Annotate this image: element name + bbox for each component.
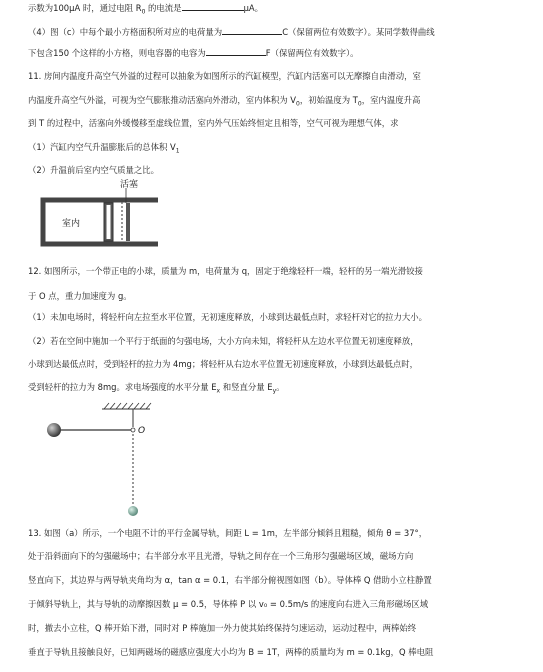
text-line-13: 小球到达最低点时，受到轻杆的拉力为 4mg；将轻杆从右边水平位置无初速度释放，小球到达最低点时， [28,359,418,369]
answer-blank [222,25,282,35]
text-line-16: 处于沿斜面向下的匀强磁场中；右半部分水平且光滑，导轨之间存在一个三角形匀强磁场区域，磁场方向 [28,551,414,561]
text-line-8: （2）升温前后室内空气质量之比。 [28,165,159,175]
ball-left [47,423,61,437]
text-line-15: 13. 如图（a）所示，一个电阻不计的平行金属导轨，间距 L = 1m，左半部分倾斜且粗糙，倾角 θ = 37°， [28,528,428,538]
answer-blank [206,46,266,56]
piston-label: 活塞 [120,180,139,190]
stopper [126,203,130,241]
text-line-17: 竖直向下，其边界与两导轨夹角均为 α，tan α = 0.1，右半部分俯视图如图（b）。导体棒 Q 借助小立柱静置 [28,575,432,585]
text-line-5: 内温度升高空气外溢，可视为空气膨胀推动活塞向外滑动，室内体积为 $V_0$，初始温度为 $T_0$，室内温度升高 [28,95,421,108]
text-line-11: （1）未加电场时，将轻杆向左拉至水平位置，无初速度释放，小球到达最低点时，求轻杆对它的拉力大小。 [28,312,427,322]
text-line-6: 到 T 的过程中，活塞向外缓慢移至虚线位置，室内外气压始终恒定且相等，空气可视为理想气体，求 [28,118,399,128]
text-line-14: 受到轻杆的拉力为 8mg。求电场强度的水平分量 $E_x$ 和竖直分量 $E_y$。 [28,382,285,395]
pivot [131,428,135,432]
answer-blank [182,1,244,11]
text-line-1: 示数为100μA 时，通过电阻 $R_0$ 的电流是 μA。 [28,3,263,16]
pendulum-figure [40,395,230,530]
text-line-9: 12. 如图所示，一个带正电的小球，质量为 m，电荷量为 q，固定于绝缘轻杆一端，轻杆的另一端光滑铰接 [28,266,423,276]
cylinder-piston-figure [40,178,200,250]
text-line-18: 于倾斜导轨上，其与导轨的动摩擦因数 μ = 0.5，导体棒 P 以 v₀ = 0.5m/s 的速度向右进入三角形磁场区域 [28,599,429,609]
text-line-20: 垂直于导轨且接触良好，已知两磁场的磁感应强度大小均为 B = 1T，两棒的质量均为 m = 0.1kg，Q 棒电阻 [28,647,434,657]
text-line-19: 时，撤去小立柱，Q 棒开始下滑，同时对 P 棒施加一外力使其始终保持匀速运动，运动过程中，两棒始终 [28,623,417,633]
pivot-label: O [138,426,146,436]
ceiling-hatch [104,403,151,409]
text-line-3: 下包含150 个这样的小方格，则电容器的电容为 F（保留两位有效数字）。 [28,48,359,58]
text-line-4: 11. 房间内温度升高空气外溢的过程可以抽象为如图所示的汽缸模型，汽缸内活塞可以无摩擦自由滑动，室 [28,71,421,81]
text-line-2: （4）图（c）中每个最小方格面积所对应的电荷量为 C（保留两位有效数字）。某同学数得曲线 [28,27,435,37]
ball-bottom [128,506,138,516]
text-line-12: （2）若在空间中施加一个平行于纸面的匀强电场，大小方向未知，将轻杆从左边水平位置无初速度释放， [28,336,419,346]
room-label: 室内 [62,219,81,229]
text-line-10: 于 O 点，重力加速度为 g。 [28,291,132,301]
text-line-7: （1）汽缸内空气升温膨胀后的总体积 $V_1$ [28,142,180,155]
